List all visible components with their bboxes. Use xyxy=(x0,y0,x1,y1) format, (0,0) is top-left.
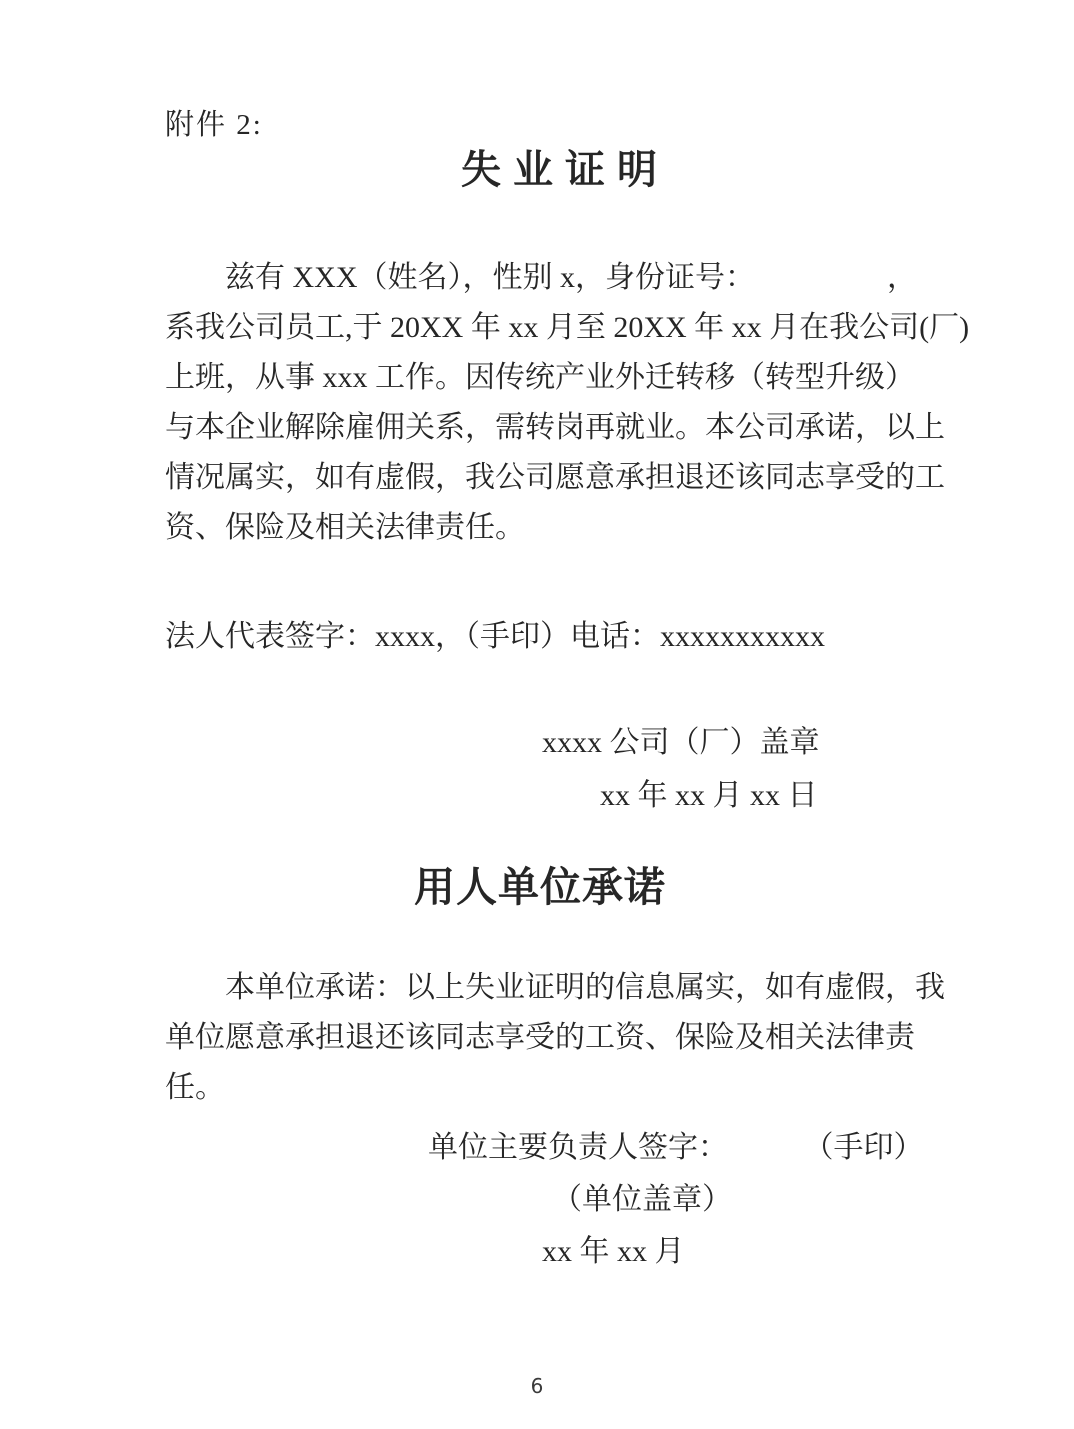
certificate-body-line: 系我公司员工,于 20XX 年 xx 月至 20XX 年 xx 月在我公司(厂) xyxy=(165,311,970,344)
certificate-body-line: 上班，从事 xxx 工作。因传统产业外迁转移（转型升级） xyxy=(165,361,915,394)
certificate-body-line: 资、保险及相关法律责任。 xyxy=(165,511,525,544)
commitment-date-line: xx 年 xx 月 xyxy=(542,1235,685,1268)
company-seal-line: xxxx 公司（厂）盖章 xyxy=(542,726,820,759)
certificate-body-line-text: 兹有 XXX（姓名），性别 x，身份证号： xyxy=(225,261,755,294)
legal-representative-signature-line: 法人代表签字：xxxx，（手印）电话：xxxxxxxxxxx xyxy=(165,620,825,653)
commitment-body-line: 任。 xyxy=(165,1071,225,1104)
fingerprint-label: （手印） xyxy=(803,1131,924,1164)
certificate-title: 失业证明 xyxy=(461,147,669,192)
certificate-date-line: xx 年 xx 月 xx 日 xyxy=(600,779,818,812)
certificate-body-line xyxy=(165,253,917,303)
page-number: 6 xyxy=(530,1374,544,1398)
unit-responsible-signature-line xyxy=(428,1122,924,1166)
certificate-body-line: 与本企业解除雇佣关系，需转岗再就业。本公司承诺，以上 xyxy=(165,411,945,444)
certificate-body-line: 情况属实，如有虚假，我公司愿意承担退还该同志享受的工 xyxy=(165,461,945,494)
commitment-body xyxy=(165,963,945,1113)
commitment-body-line: 单位愿意承担退还该同志享受的工资、保险及相关法律责 xyxy=(165,1021,915,1054)
company-seal-block xyxy=(542,716,820,822)
certificate-body-line-suffix: ， xyxy=(887,261,917,294)
certificate-body xyxy=(165,253,970,553)
commitment-body-line: 本单位承诺：以上失业证明的信息属实，如有虚假，我 xyxy=(225,971,945,1004)
unit-signer-label: 单位主要负责人签字： xyxy=(428,1131,728,1164)
commitment-title: 用人单位承诺 xyxy=(414,864,666,910)
unit-seal-label: （单位盖章） xyxy=(552,1183,732,1216)
attachment-label: 附件 2: xyxy=(165,109,263,141)
